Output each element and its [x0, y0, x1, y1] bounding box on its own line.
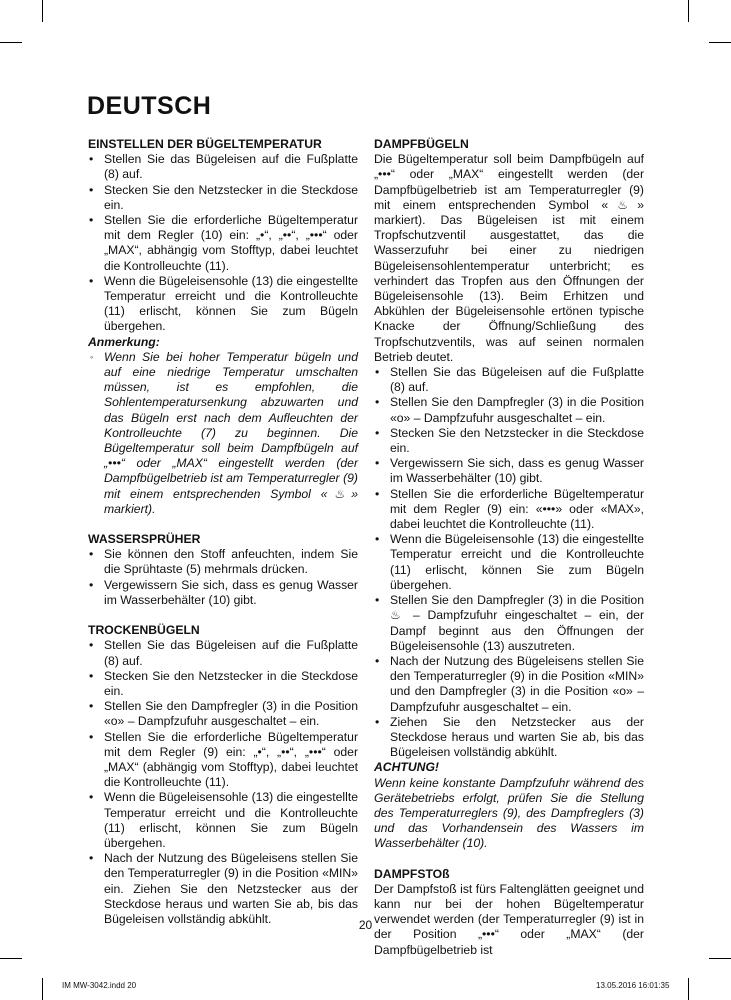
warning-label: ACHTUNG! — [374, 760, 439, 775]
crop-mark — [709, 42, 731, 43]
note-list — [88, 350, 358, 517]
list-item: • Nach der Nutzung des Bügeleisens stellen Sie den Temperaturregler (9) in die Position «MIN» ein. Ziehen Sie den Netzstecker aus der Steckdose heraus und warten Sie ab, bis das Bügeleisen vollständig abkühlt. — [88, 851, 358, 927]
list-item: • Sie können den Stoff anfeuchten, indem Sie die Sprühtaste (5) mehrmals drücken. — [88, 547, 358, 577]
section-heading: DAMPFSTOß — [374, 866, 450, 881]
list-item: • Stecken Sie den Netzstecker in die Steckdose ein. — [88, 669, 358, 699]
section-heading: DAMPFBÜGELN — [374, 137, 469, 151]
crop-mark — [0, 42, 22, 43]
list-item: • Ziehen Sie den Netzstecker aus der Steckdose heraus und warten Sie ab, bis das Bügeleisen vollständig abkühlt. — [374, 715, 644, 761]
list-item: • Stellen Sie den Dampfregler (3) in die Position «o» – Dampfzufuhr ausgeschaltet – ein. — [374, 395, 644, 425]
bullet-list — [88, 547, 358, 608]
page-title: DEUTSCH — [87, 92, 212, 120]
crop-mark — [42, 978, 43, 1000]
crop-mark — [709, 958, 731, 959]
list-item: • Stellen Sie die erforderliche Bügeltemperatur mit dem Regler (9) ein: «•••» oder «MAX», dabei leuchtet die Kontrolleuchte (11). — [374, 487, 644, 533]
list-item: • Stellen Sie den Dampfregler (3) in die Position ♨ – Dampfzufuhr eingeschaltet – ein, der Dampf beginnt aus den Öffnungen der Bügeleisensohle (13) auszutreten. — [374, 593, 644, 654]
list-item: • Wenn die Bügeleisensohle (13) die eingestellte Temperatur erreicht und die Kontrolleuchte (11) erlischt, können Sie zum Bügeln übergehen. — [88, 790, 358, 851]
list-item: • Vergewissern Sie sich, dass es genug Wasser im Wasserbehälter (10) gibt. — [374, 456, 644, 486]
page-number: 20 — [358, 918, 373, 932]
list-item: • Nach der Nutzung des Bügeleisens stellen Sie den Temperaturregler (9) in die Position «MIN» und den Dampfregler (3) in die Position «o» – Dampfzufuhr ausgeschaltet – ein. — [374, 654, 644, 715]
list-item: • Wenn die Bügeleisensohle (13) die eingestellte Temperatur erreicht und die Kontrolleuchte (11) erlischt, können Sie zum Bügeln übergehen. — [88, 274, 358, 335]
section-heading: TROCKENBÜGELN — [88, 623, 200, 638]
list-item: • Stecken Sie den Netzstecker in die Steckdose ein. — [88, 183, 358, 213]
list-item: • Stellen Sie die erforderliche Bügeltemperatur mit dem Regler (9) ein: „•“, „••“, „•••“ oder „MAX“ (abhängig vom Stofftyp), dabei leuchtet die Kontrolleuchte (11). — [88, 730, 358, 791]
bullet-list — [374, 365, 644, 760]
bullet-list — [88, 152, 358, 334]
list-item: • Stellen Sie die erforderliche Bügeltemperatur mit dem Regler (10) ein: „•“, „••“, „•••“ oder „MAX“, abhängig vom Stofftyp, dabei leuchtet die Kontrolleuchte (11). — [88, 213, 358, 274]
crop-mark — [688, 0, 689, 22]
crop-mark — [0, 958, 22, 959]
section-heading: WASSERSPRÜHER — [88, 532, 201, 547]
note-label: Anmerkung: — [88, 334, 160, 349]
crop-mark — [42, 0, 43, 22]
list-item: • Wenn die Bügeleisensohle (13) die eingestellte Temperatur erreicht und die Kontrolleuchte (11) erlischt, können Sie zum Bügeln übergehen. — [374, 532, 644, 593]
list-item: • Stecken Sie den Netzstecker in die Steckdose ein. — [374, 426, 644, 456]
list-item: • Vergewissern Sie sich, dass es genug Wasser im Wasserbehälter (10) gibt. — [88, 578, 358, 608]
right-column — [374, 137, 644, 958]
footer-file: IM MW-3042.indd 20 — [62, 981, 137, 990]
list-item: • Stellen Sie das Bügeleisen auf die Fußplatte (8) auf. — [88, 638, 358, 668]
footer-timestamp: 13.05.2016 16:01:35 — [596, 981, 670, 990]
list-item: • Stellen Sie das Bügeleisen auf die Fußplatte (8) auf. — [374, 365, 644, 395]
left-column — [88, 137, 358, 927]
paragraph: Die Bügeltemperatur soll beim Dampfbügeln auf „•••“ oder „MAX“ eingestellt werden (der Dampfbügelbetrieb ist am Temperaturregler (9) mit einem entsprechenden Symbol «♨» markiert). Das Bügeleisen ist mit einem Tropfschutzventil ausgestattet, das die Wasserzufuhr bei einer zu niedrigen Bügeleisensohlentemperatur unterbricht; es verhindert das Tropfen aus den Öffnungen der Bügeleisensohle (13). Beim Erhitzen und Abkühlen der Bügeleisensohle ertönen typische Knacke der Öffnung/Schließung des Tropfschutzventils, was auf seinen normalen Betrieb deutet. — [374, 152, 644, 364]
paragraph: Der Dampfstoß ist fürs Faltenglätten geeignet und kann nur bei der hohen Bügeltemperatur verwendet werden (der Temperaturregler (9) ist in der Position „•••“ oder „MAX“ (der Dampfbügelbetrieb ist — [374, 881, 644, 957]
crop-mark — [688, 978, 689, 1000]
bullet-list — [88, 638, 358, 927]
note-text: ◦ Wenn Sie bei hoher Temperatur bügeln und auf eine niedrige Temperatur umschalten müssen, ist es empfohlen, die Sohlentemperatursenkung abzuwarten und das Bügeln erst nach dem Aufleuchten der Kontrolleuchte (7) zu beginnen. Die Bügeltemperatur soll beim Dampfbügeln auf „•••“ oder „MAX“ eingestellt werden (der Dampfbügelbetrieb ist am Temperaturregler (9) mit einem entsprechenden Symbol «♨» markiert). — [88, 350, 358, 517]
list-item: • Stellen Sie das Bügeleisen auf die Fußplatte (8) auf. — [88, 152, 358, 182]
warning-text: Wenn keine konstante Dampfzufuhr während des Gerätebetriebs erfolgt, prüfen Sie die Stellung des Temperaturreglers (9), des Dampfreglers (3) und das Vorhandensein des Wassers im Wasserbehälter (10). — [374, 775, 644, 851]
list-item: • Stellen Sie den Dampfregler (3) in die Position «o» – Dampfzufuhr ausgeschaltet – ein. — [88, 699, 358, 729]
section-heading: EINSTELLEN DER BÜGELTEMPERATUR — [88, 137, 322, 151]
